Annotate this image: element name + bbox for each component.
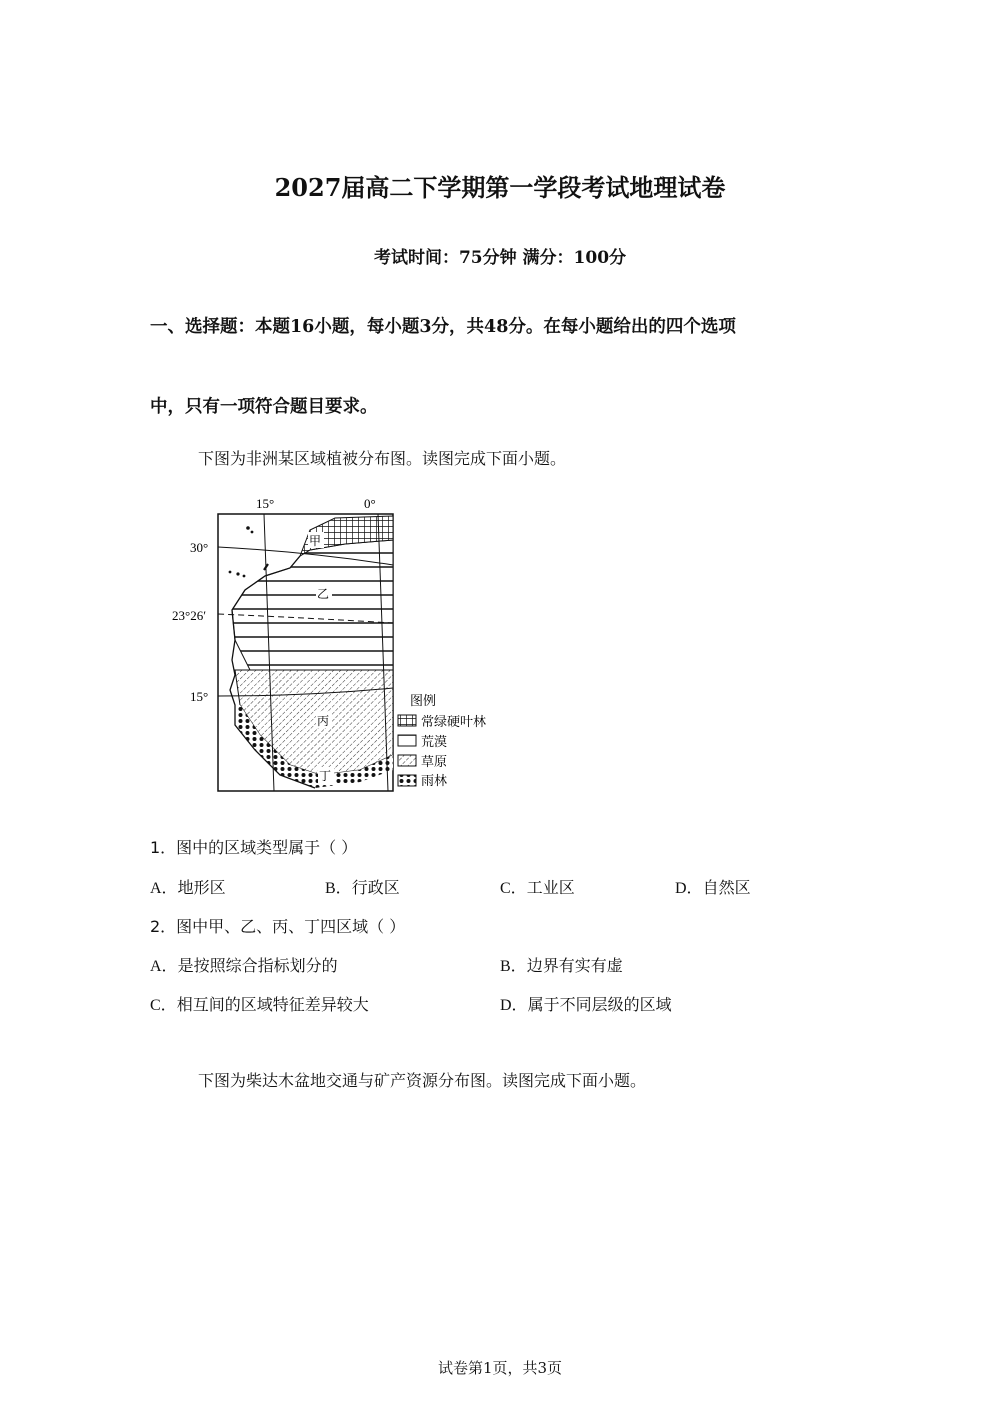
lon-label-0: 0° bbox=[364, 496, 376, 511]
legend-swatch-desert bbox=[398, 735, 416, 746]
lon-label-15: 15° bbox=[256, 496, 275, 511]
region-label-ding: 丁 bbox=[319, 769, 332, 783]
region-label-bing: 丙 bbox=[317, 714, 330, 728]
intro-qaidam-map: 下图为柴达木盆地交通与矿产资源分布图。读图完成下面小题。 bbox=[198, 1071, 647, 1090]
africa-vegetation-map bbox=[160, 490, 520, 800]
q1-option-d-text: 自然区 bbox=[702, 878, 751, 897]
q1-option-b-letter: B． bbox=[325, 880, 352, 897]
legend-label-rainforest: 雨林 bbox=[421, 774, 448, 789]
region-label-yi: 乙 bbox=[317, 587, 330, 601]
q1-option-a[interactable] bbox=[150, 875, 226, 898]
legend-title: 图例 bbox=[410, 694, 437, 709]
q2-option-b-letter: B． bbox=[500, 958, 527, 975]
page-footer: 试卷第1页，共3页 bbox=[437, 1359, 563, 1377]
legend-swatch-rainforest bbox=[398, 775, 416, 786]
legend-label-forest: 常绿硬叶林 bbox=[421, 715, 487, 730]
region-label-jia: 甲 bbox=[309, 534, 322, 548]
q1-option-b-text: 行政区 bbox=[351, 878, 400, 897]
legend-label-grass: 草原 bbox=[421, 755, 448, 770]
q2-option-a-text: 是按照综合指标划分的 bbox=[177, 956, 338, 975]
exam-title: 2027届高二下学期第一学段考试地理试卷 bbox=[274, 173, 726, 202]
q2-option-c-text: 相互间的区域特征差异较大 bbox=[176, 995, 369, 1014]
q2-option-b-text: 边界有实有虚 bbox=[526, 956, 623, 975]
legend-swatch-grass bbox=[398, 755, 416, 766]
q2-option-d-letter: D． bbox=[500, 997, 528, 1014]
lat-label-30: 30° bbox=[190, 540, 209, 555]
q2-option-d-text: 属于不同层级的区域 bbox=[527, 995, 672, 1014]
section-heading-line2: 中，只有一项符合题目要求。 bbox=[150, 397, 378, 417]
q1-option-a-text: 地形区 bbox=[177, 878, 226, 897]
q2-option-a-letter: A． bbox=[150, 958, 178, 975]
section-heading-line1: 一、选择题：本题16小题，每小题3分，共48分。在每小题给出的四个选项 bbox=[150, 317, 736, 337]
q2-option-c[interactable] bbox=[150, 992, 369, 1015]
question-1-stem: 1．图中的区域类型属于（ ） bbox=[150, 838, 358, 857]
question-2-stem: 2．图中甲、乙、丙、丁四区域（ ） bbox=[150, 917, 406, 936]
q1-option-b[interactable] bbox=[325, 875, 400, 898]
q2-option-c-letter: C． bbox=[150, 997, 177, 1014]
q2-option-a[interactable] bbox=[150, 953, 338, 976]
q2-option-b[interactable] bbox=[500, 953, 623, 976]
lat-label-tropic: 23°26′ bbox=[172, 608, 207, 623]
lat-label-15: 15° bbox=[190, 689, 209, 704]
q2-option-d[interactable] bbox=[500, 992, 672, 1015]
q1-option-a-letter: A． bbox=[150, 880, 178, 897]
q1-option-d-letter: D． bbox=[675, 880, 703, 897]
legend-label-desert: 荒漠 bbox=[421, 735, 448, 750]
q1-option-c[interactable] bbox=[500, 875, 575, 898]
q1-option-c-text: 工业区 bbox=[526, 878, 575, 897]
exam-subtitle: 考试时间：75分钟 满分：100分 bbox=[373, 248, 627, 268]
q1-option-c-letter: C． bbox=[500, 880, 527, 897]
legend-swatch-forest bbox=[398, 715, 416, 726]
intro-vegetation-map: 下图为非洲某区域植被分布图。读图完成下面小题。 bbox=[198, 449, 567, 468]
q1-option-d[interactable] bbox=[675, 875, 751, 898]
